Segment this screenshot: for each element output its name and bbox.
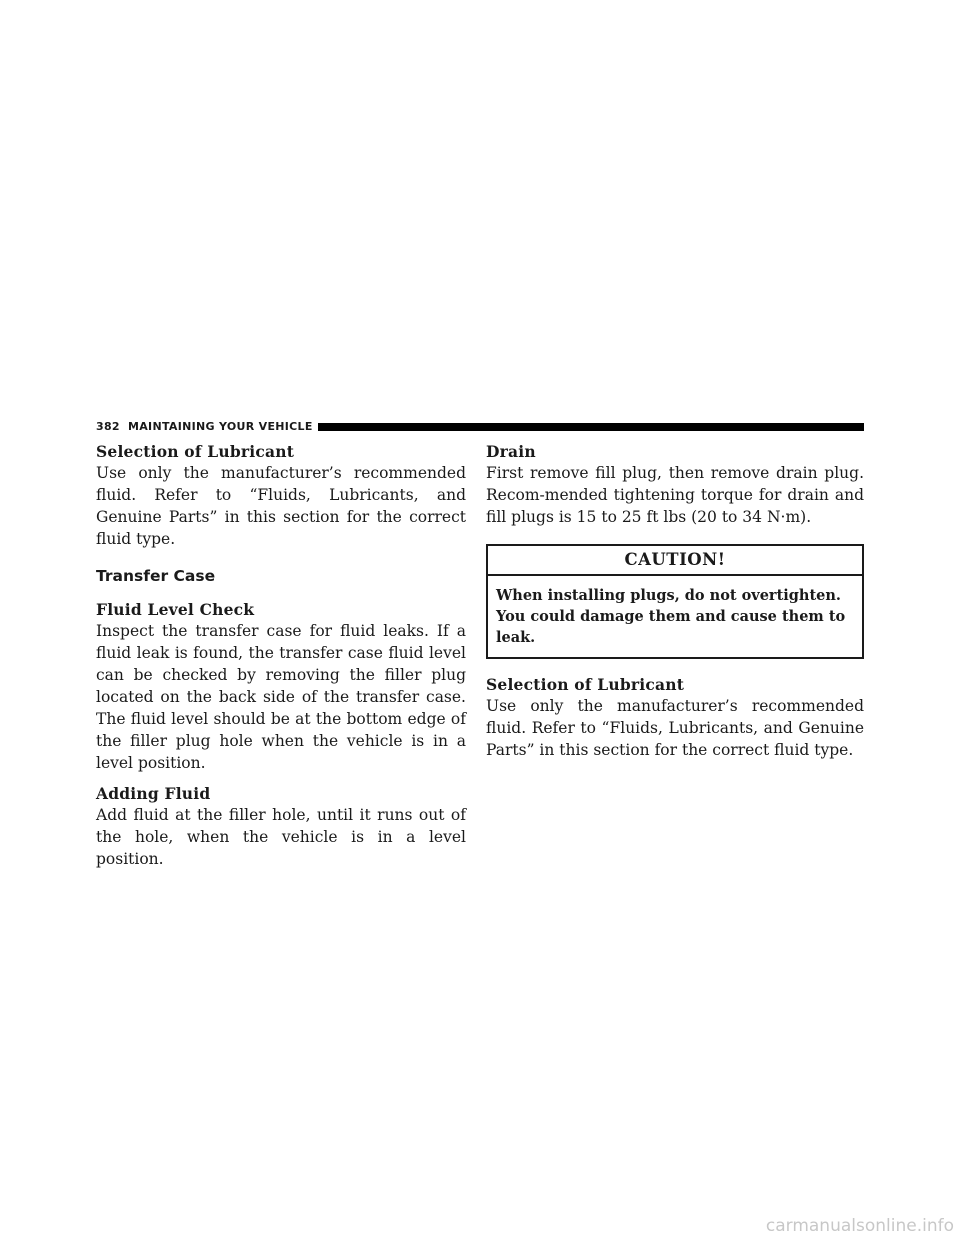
page-number: 382 bbox=[96, 420, 120, 433]
caution-box bbox=[486, 544, 864, 659]
adding-fluid-section bbox=[96, 784, 466, 870]
drain-heading: Drain bbox=[486, 442, 536, 461]
caution-title: CAUTION! bbox=[488, 546, 862, 576]
left-column bbox=[96, 442, 466, 880]
selection-of-lubricant-heading: Selection of Lubricant bbox=[96, 442, 295, 461]
fluid-level-check-section bbox=[96, 600, 466, 774]
drain-section bbox=[486, 442, 864, 528]
selection-of-lubricant-heading-2: Selection of Lubricant bbox=[486, 675, 685, 694]
fluid-level-check-heading: Fluid Level Check bbox=[96, 600, 255, 619]
caution-text: When installing plugs, do not overtighten. You could damage them and cause them to leak. bbox=[496, 587, 846, 646]
adding-fluid-heading: Adding Fluid bbox=[96, 784, 211, 803]
adding-fluid-body: Add fluid at the filler hole, until it runs out of the hole, when the vehicle is in a level position. bbox=[96, 806, 466, 868]
selection-of-lubricant-section-2 bbox=[486, 675, 864, 761]
selection-of-lubricant-body: Use only the manufacturer’s recommended fluid. Refer to “Fluids, Lubricants, and Genuine Parts” in this section for the correct fluid type. bbox=[96, 464, 466, 548]
drain-body: First remove fill plug, then remove drain plug. Recom-mended tightening torque for drain and fill plugs is 15 to 25 ft lbs (20 to 34 N·m). bbox=[486, 464, 864, 526]
selection-of-lubricant-section bbox=[96, 442, 466, 550]
header-rule bbox=[318, 423, 864, 431]
section-title: MAINTAINING YOUR VEHICLE bbox=[128, 420, 313, 433]
selection-of-lubricant-body-2: Use only the manufacturer’s recommended fluid. Refer to “Fluids, Lubricants, and Genuine Parts” in this section for the correct fluid type. bbox=[486, 697, 864, 759]
fluid-level-check-body: Inspect the transfer case for fluid leaks. If a fluid leak is found, the transfer case fluid level can be checked by removing the filler plug located on the back side of the transfer case. The fluid level should be at the bottom edge of the filler plug hole when the vehicle is in a level position. bbox=[96, 622, 466, 772]
page-header bbox=[96, 418, 864, 436]
watermark-text: carmanualsonline.info bbox=[765, 1216, 954, 1236]
right-column bbox=[486, 442, 864, 771]
transfer-case-heading: Transfer Case bbox=[96, 567, 216, 585]
